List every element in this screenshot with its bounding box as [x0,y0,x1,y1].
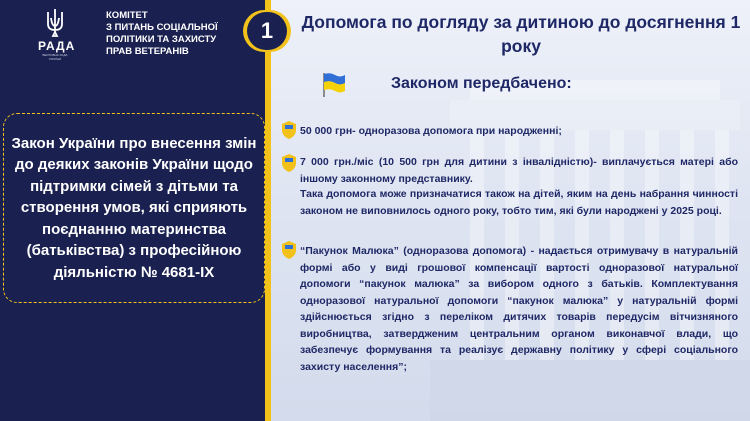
slide-number: 1 [247,12,287,50]
law-title: Закон України про внесення змін до деяких законів України щодо підтримки сімей з дітьми та створення умов, які сприяють поєднанню материнства (батьківства) з професійною діяльністю № 4681-IX [11,134,257,281]
committee-line: З ПИТАНЬ СОЦІАЛЬНОЇ [106,22,218,33]
shield-bullet-icon [281,153,297,173]
law-title-box [3,113,265,303]
committee-line: КОМІТЕТ [106,10,148,21]
shield-bullet-icon [281,240,297,260]
benefit-item-note: Така допомога може призначатися також на дітей, яким на день набрання чинності законом не виповнилось одного року, тобто тим, які були народжені у 2025 році. [300,188,738,217]
parliament-logo [38,8,76,70]
trident-icon [44,8,66,38]
page-title: Допомога по догляду за дитиною до досягнення 1 року [301,12,741,56]
logo-subtitle: ВЕРХОВНА РАДА УКРАЇНИ [42,53,68,61]
benefit-item: 50 000 грн- одноразова допомога при народженні; [300,125,562,137]
shield-bullet-icon [281,120,297,140]
committee-line: ПРАВ ВЕТЕРАНІВ [106,46,189,57]
slide-number-badge [243,10,291,52]
benefit-item: 7 000 грн./міс (10 500 грн для дитини з інвалідністю)- виплачується матері або іншому законному представнику. [300,156,738,185]
committee-line: ПОЛІТИКИ ТА ЗАХИСТУ [106,34,217,45]
benefit-item: “Пакунок Малюка” (одноразова допомога) - надається отримувачу в натуральній формі або у виді грошової компенсації вартості одноразової натуральної допомоги “пакунок малюка” за вибором одного з батьків. Комплектування одноразової натуральної допомоги “пакунок малюка” у натуральній формі здійснюється згідно з переліком дитячих товарів передусім вітчизняного виробництва, затвердженим центральним органом виконавчої влади, що забезпечує формування та реалізує державну політику у сфері соціального захисту населення”; [300,245,738,373]
ukraine-flag-icon [321,72,347,98]
section-heading: Законом передбачено: [391,75,572,92]
logo-wordmark: РАДА [38,39,76,53]
committee-name [106,10,266,58]
